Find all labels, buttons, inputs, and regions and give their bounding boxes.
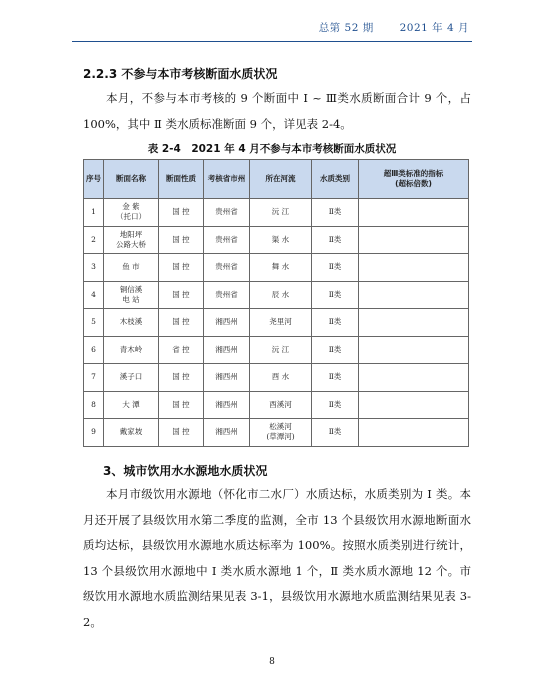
table-cell: 尧里河 bbox=[250, 309, 312, 337]
table-row bbox=[84, 364, 469, 392]
table-cell: 7 bbox=[84, 364, 104, 392]
table-cell: 4 bbox=[84, 281, 104, 309]
table-cell: 9 bbox=[84, 419, 104, 447]
table-cell: 5 bbox=[84, 309, 104, 337]
table-cell: Ⅱ类 bbox=[312, 254, 359, 282]
table-cell: 国 控 bbox=[159, 226, 204, 254]
table-cell: 国 控 bbox=[159, 364, 204, 392]
table-row bbox=[84, 419, 469, 447]
table-header-cell: 考核省市州 bbox=[204, 160, 250, 199]
table-cell: 国 控 bbox=[159, 391, 204, 419]
table-cell: 贵州省 bbox=[204, 226, 250, 254]
table-header-cell: 断面名称 bbox=[104, 160, 159, 199]
issue-date: 2021 年 4 月 bbox=[399, 22, 469, 34]
table-cell: 国 控 bbox=[159, 309, 204, 337]
table-cell: Ⅱ类 bbox=[312, 281, 359, 309]
table-cell: 沅 江 bbox=[250, 336, 312, 364]
table-cell: Ⅱ类 bbox=[312, 364, 359, 392]
table-cell: 湘西州 bbox=[204, 419, 250, 447]
table-cell bbox=[359, 336, 469, 364]
table-cell: 3 bbox=[84, 254, 104, 282]
water-quality-table bbox=[83, 159, 469, 447]
table-header-cell: 水质类别 bbox=[312, 160, 359, 199]
table-row bbox=[84, 336, 469, 364]
table-cell: 8 bbox=[84, 391, 104, 419]
table-cell: Ⅱ类 bbox=[312, 309, 359, 337]
table-cell: 青木岭 bbox=[104, 336, 159, 364]
table-header-row bbox=[84, 160, 469, 199]
table-row bbox=[84, 281, 469, 309]
table-cell: 贵州省 bbox=[204, 254, 250, 282]
table-cell: 铜信溪 电 站 bbox=[104, 281, 159, 309]
table-row bbox=[84, 309, 469, 337]
table-cell: 6 bbox=[84, 336, 104, 364]
table-cell bbox=[359, 226, 469, 254]
table-cell: 松溪河 (草潭河) bbox=[250, 419, 312, 447]
table-cell: Ⅱ类 bbox=[312, 419, 359, 447]
paragraph-summary: 本月，不参与本市考核的 9 个断面中 Ⅰ ~ Ⅲ类水质断面合计 9 个，占 100%，其中 Ⅱ 类水质标准断面 9 个，详见表 2-4。 bbox=[83, 91, 471, 131]
table-row bbox=[84, 199, 469, 227]
header-divider bbox=[72, 41, 472, 42]
table-cell bbox=[359, 309, 469, 337]
table-cell: 渠 水 bbox=[250, 226, 312, 254]
table-header-cell: 超Ⅲ类标准的指标 (超标倍数) bbox=[359, 160, 469, 199]
table-cell: 辰 水 bbox=[250, 281, 312, 309]
table-cell: 酉溪河 bbox=[250, 391, 312, 419]
table-cell: 国 控 bbox=[159, 281, 204, 309]
table-cell: 湘西州 bbox=[204, 336, 250, 364]
table-cell bbox=[359, 364, 469, 392]
paragraph-drinking-water: 本月市级饮用水源地（怀化市二水厂）水质达标，水质类别为 Ⅰ 类。本月还开展了县级饮用水第二季度的监测，全市 13 个县级饮用水源地断面水质均达标，县级饮用水源地水质达标率为 100%。按照水质类别进行统计，13 个县级饮用水源地中 Ⅰ 类水质水源地 1 个，Ⅱ 类水质水源地 12 个。市级饮用水源地水质监测结果见表 3-1，县级饮用水源地水质监测结果见表 3-2。 bbox=[83, 487, 471, 629]
table-cell bbox=[359, 254, 469, 282]
table-cell: 地阳坪 公路大桥 bbox=[104, 226, 159, 254]
table-cell bbox=[359, 199, 469, 227]
table-cell: 国 控 bbox=[159, 199, 204, 227]
table-header-cell: 序号 bbox=[84, 160, 104, 199]
table-caption: 表 2-4 2021 年 4 月不参与本市考核断面水质状况 bbox=[147, 143, 397, 155]
table-cell: 国 控 bbox=[159, 254, 204, 282]
table-cell: 湘西州 bbox=[204, 309, 250, 337]
table-cell: 木枝溪 bbox=[104, 309, 159, 337]
table-cell: 溪子口 bbox=[104, 364, 159, 392]
table-cell: 2 bbox=[84, 226, 104, 254]
table-cell: Ⅱ类 bbox=[312, 199, 359, 227]
table-cell: 湘西州 bbox=[204, 364, 250, 392]
table-cell bbox=[359, 391, 469, 419]
table-row bbox=[84, 391, 469, 419]
table-cell: Ⅱ类 bbox=[312, 336, 359, 364]
table-cell: 沅 江 bbox=[250, 199, 312, 227]
table-cell: 贵州省 bbox=[204, 281, 250, 309]
table-cell: Ⅱ类 bbox=[312, 391, 359, 419]
table-cell: 1 bbox=[84, 199, 104, 227]
issue-number: 总第 52 期 bbox=[318, 22, 374, 34]
table-cell: 湘西州 bbox=[204, 391, 250, 419]
page-number: 8 bbox=[269, 657, 275, 667]
table-row bbox=[84, 254, 469, 282]
section-title: 2.2.3 不参与本市考核断面水质状况 bbox=[83, 67, 278, 81]
table-cell: 省 控 bbox=[159, 336, 204, 364]
section3-title: 3、城市饮用水水源地水质状况 bbox=[103, 464, 268, 478]
table-cell bbox=[359, 419, 469, 447]
table-header-cell: 断面性质 bbox=[159, 160, 204, 199]
table-cell: 贵州省 bbox=[204, 199, 250, 227]
table-cell: Ⅱ类 bbox=[312, 226, 359, 254]
table-cell: 戴家坡 bbox=[104, 419, 159, 447]
table-cell: 舞 水 bbox=[250, 254, 312, 282]
table-row bbox=[84, 226, 469, 254]
table-header-cell: 所在河流 bbox=[250, 160, 312, 199]
table-cell bbox=[359, 281, 469, 309]
table-cell: 酉 水 bbox=[250, 364, 312, 392]
table-cell: 大 潭 bbox=[104, 391, 159, 419]
table-cell: 鱼 市 bbox=[104, 254, 159, 282]
table-cell: 国 控 bbox=[159, 419, 204, 447]
page-header bbox=[297, 20, 469, 35]
table-cell: 金 紫 （托口） bbox=[104, 199, 159, 227]
